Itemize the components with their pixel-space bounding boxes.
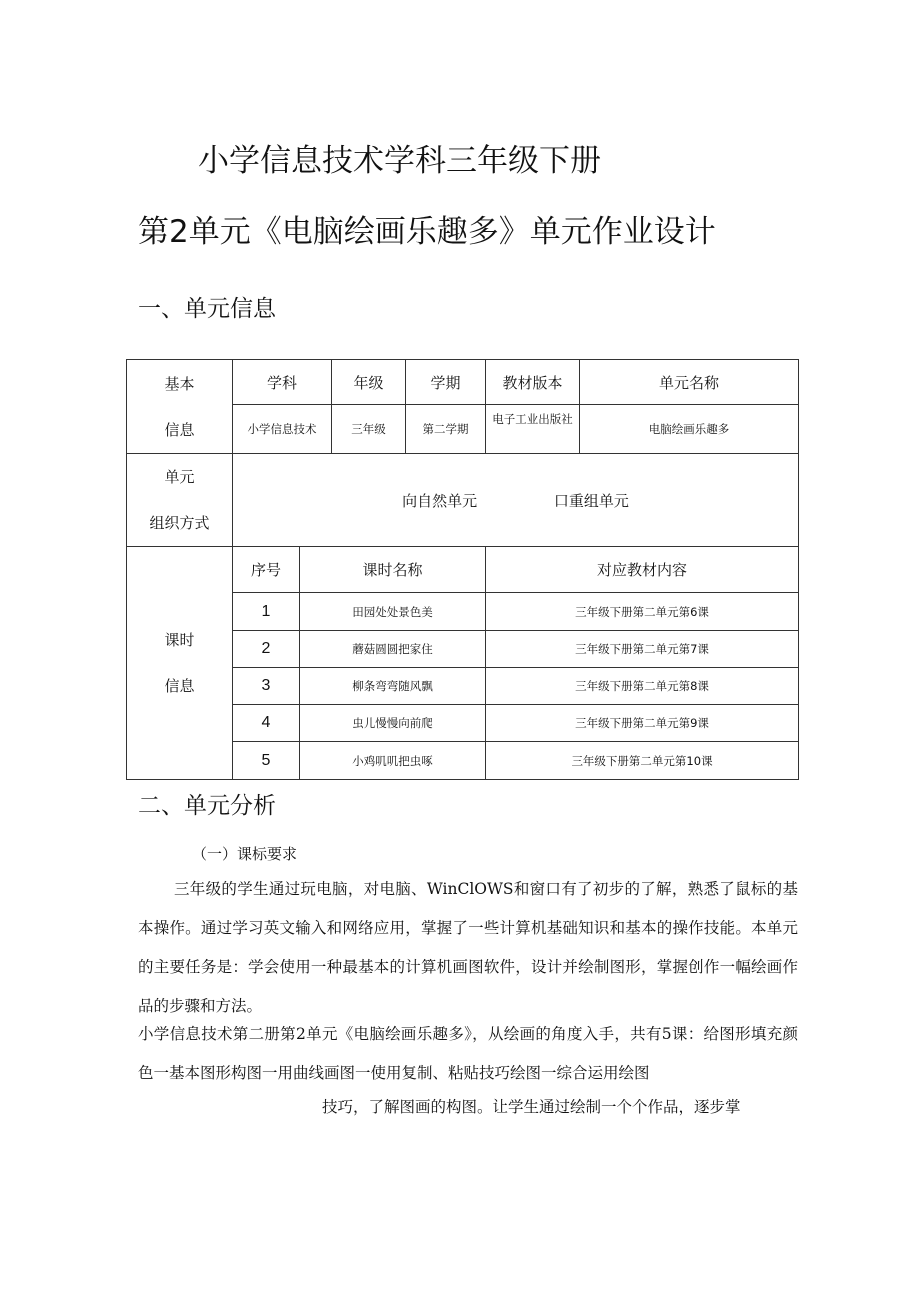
header-lesson-name: 课时名称 — [300, 547, 486, 593]
header-grade: 年级 — [332, 360, 406, 405]
analysis-paragraph-2: 小学信息技术第二册第2单元《电脑绘画乐趣多》，从绘画的角度入手，共有5课：给图形填充颜色一基本图形构图一用曲线画图一使用复制、粘贴技巧绘图一综合运用绘图 — [138, 1025, 798, 1082]
organization-label-line2: 组织方式 — [149, 514, 210, 532]
lesson-row-4-name: 虫儿慢慢向前爬 — [300, 705, 486, 742]
analysis-paragraph-3: 技巧，了解图画的构图。让学生通过绘制一个个作品，逐步掌 — [322, 1098, 741, 1116]
value-subject: 小学信息技术 — [233, 405, 332, 454]
subheading-curriculum-requirements: （一）课标要求 — [192, 845, 298, 863]
organization-label — [127, 454, 233, 547]
basic-info-label-line1: 基本 — [164, 374, 195, 393]
organization-label-line1: 单元 — [164, 468, 195, 486]
value-grade: 三年级 — [332, 405, 406, 454]
value-unit-name: 电脑绘画乐趣多 — [580, 405, 799, 454]
lesson-row-1-content: 三年级下册第二单元第6课 — [486, 593, 799, 631]
header-textbook-content: 对应教材内容 — [486, 547, 799, 593]
lesson-info-label — [127, 547, 233, 780]
lesson-row-5-no: 5 — [233, 742, 300, 780]
section-heading-unit-analysis: 二、单元分析 — [138, 793, 276, 819]
basic-info-label — [127, 360, 233, 454]
lesson-row-5-name: 小鸡叽叽把虫啄 — [300, 742, 486, 780]
header-subject: 学科 — [233, 360, 332, 405]
natural-unit-option: 向自然单元 — [402, 491, 478, 510]
value-semester: 第二学期 — [406, 405, 486, 454]
lesson-row-4-content: 三年级下册第二单元第9课 — [486, 705, 799, 742]
lesson-row-4-no: 4 — [233, 705, 300, 742]
value-textbook-edition: 电子工业出版社 — [486, 405, 580, 454]
regroup-unit-option: 口重组单元 — [553, 491, 629, 510]
lesson-row-2-content: 三年级下册第二单元第7课 — [486, 631, 799, 668]
lesson-row-3-name: 柳条弯弯随风飘 — [300, 668, 486, 705]
header-unit-name: 单元名称 — [580, 360, 799, 405]
lesson-row-2-name: 蘑菇圆圆把家住 — [300, 631, 486, 668]
document-title-line2: 第2单元《电脑绘画乐趣多》单元作业设计 — [138, 214, 716, 250]
header-sequence: 序号 — [233, 547, 300, 593]
section-heading-unit-info: 一、单元信息 — [138, 296, 276, 322]
document-title-line1: 小学信息技术学科三年级下册 — [198, 143, 601, 179]
lesson-row-3-no: 3 — [233, 668, 300, 705]
lesson-row-2-no: 2 — [233, 631, 300, 668]
lesson-row-3-content: 三年级下册第二单元第8课 — [486, 668, 799, 705]
lesson-row-5-content: 三年级下册第二单元第10课 — [486, 742, 799, 780]
header-textbook-edition: 教材版本 — [486, 360, 580, 405]
basic-info-label-line2: 信息 — [164, 420, 195, 439]
unit-info-table — [126, 359, 799, 780]
organization-options — [233, 454, 799, 547]
analysis-paragraph-1: 三年级的学生通过玩电脑，对电脑、WinClOWS和窗口有了初步的了解，熟悉了鼠标的基本操作。通过学习英文输入和网络应用，掌握了一些计算机基础知识和基本的操作技能。本单元的主要任务是：学会使用一种最基本的计算机画图软件，设计并绘制图形，掌握创作一幅绘画作品的步骤和方法。 — [138, 880, 798, 1015]
lesson-row-1-no: 1 — [233, 593, 300, 631]
lesson-info-label-line2: 信息 — [164, 677, 195, 695]
header-semester: 学期 — [406, 360, 486, 405]
lesson-info-label-line1: 课时 — [164, 631, 195, 649]
lesson-row-1-name: 田园处处景色美 — [300, 593, 486, 631]
